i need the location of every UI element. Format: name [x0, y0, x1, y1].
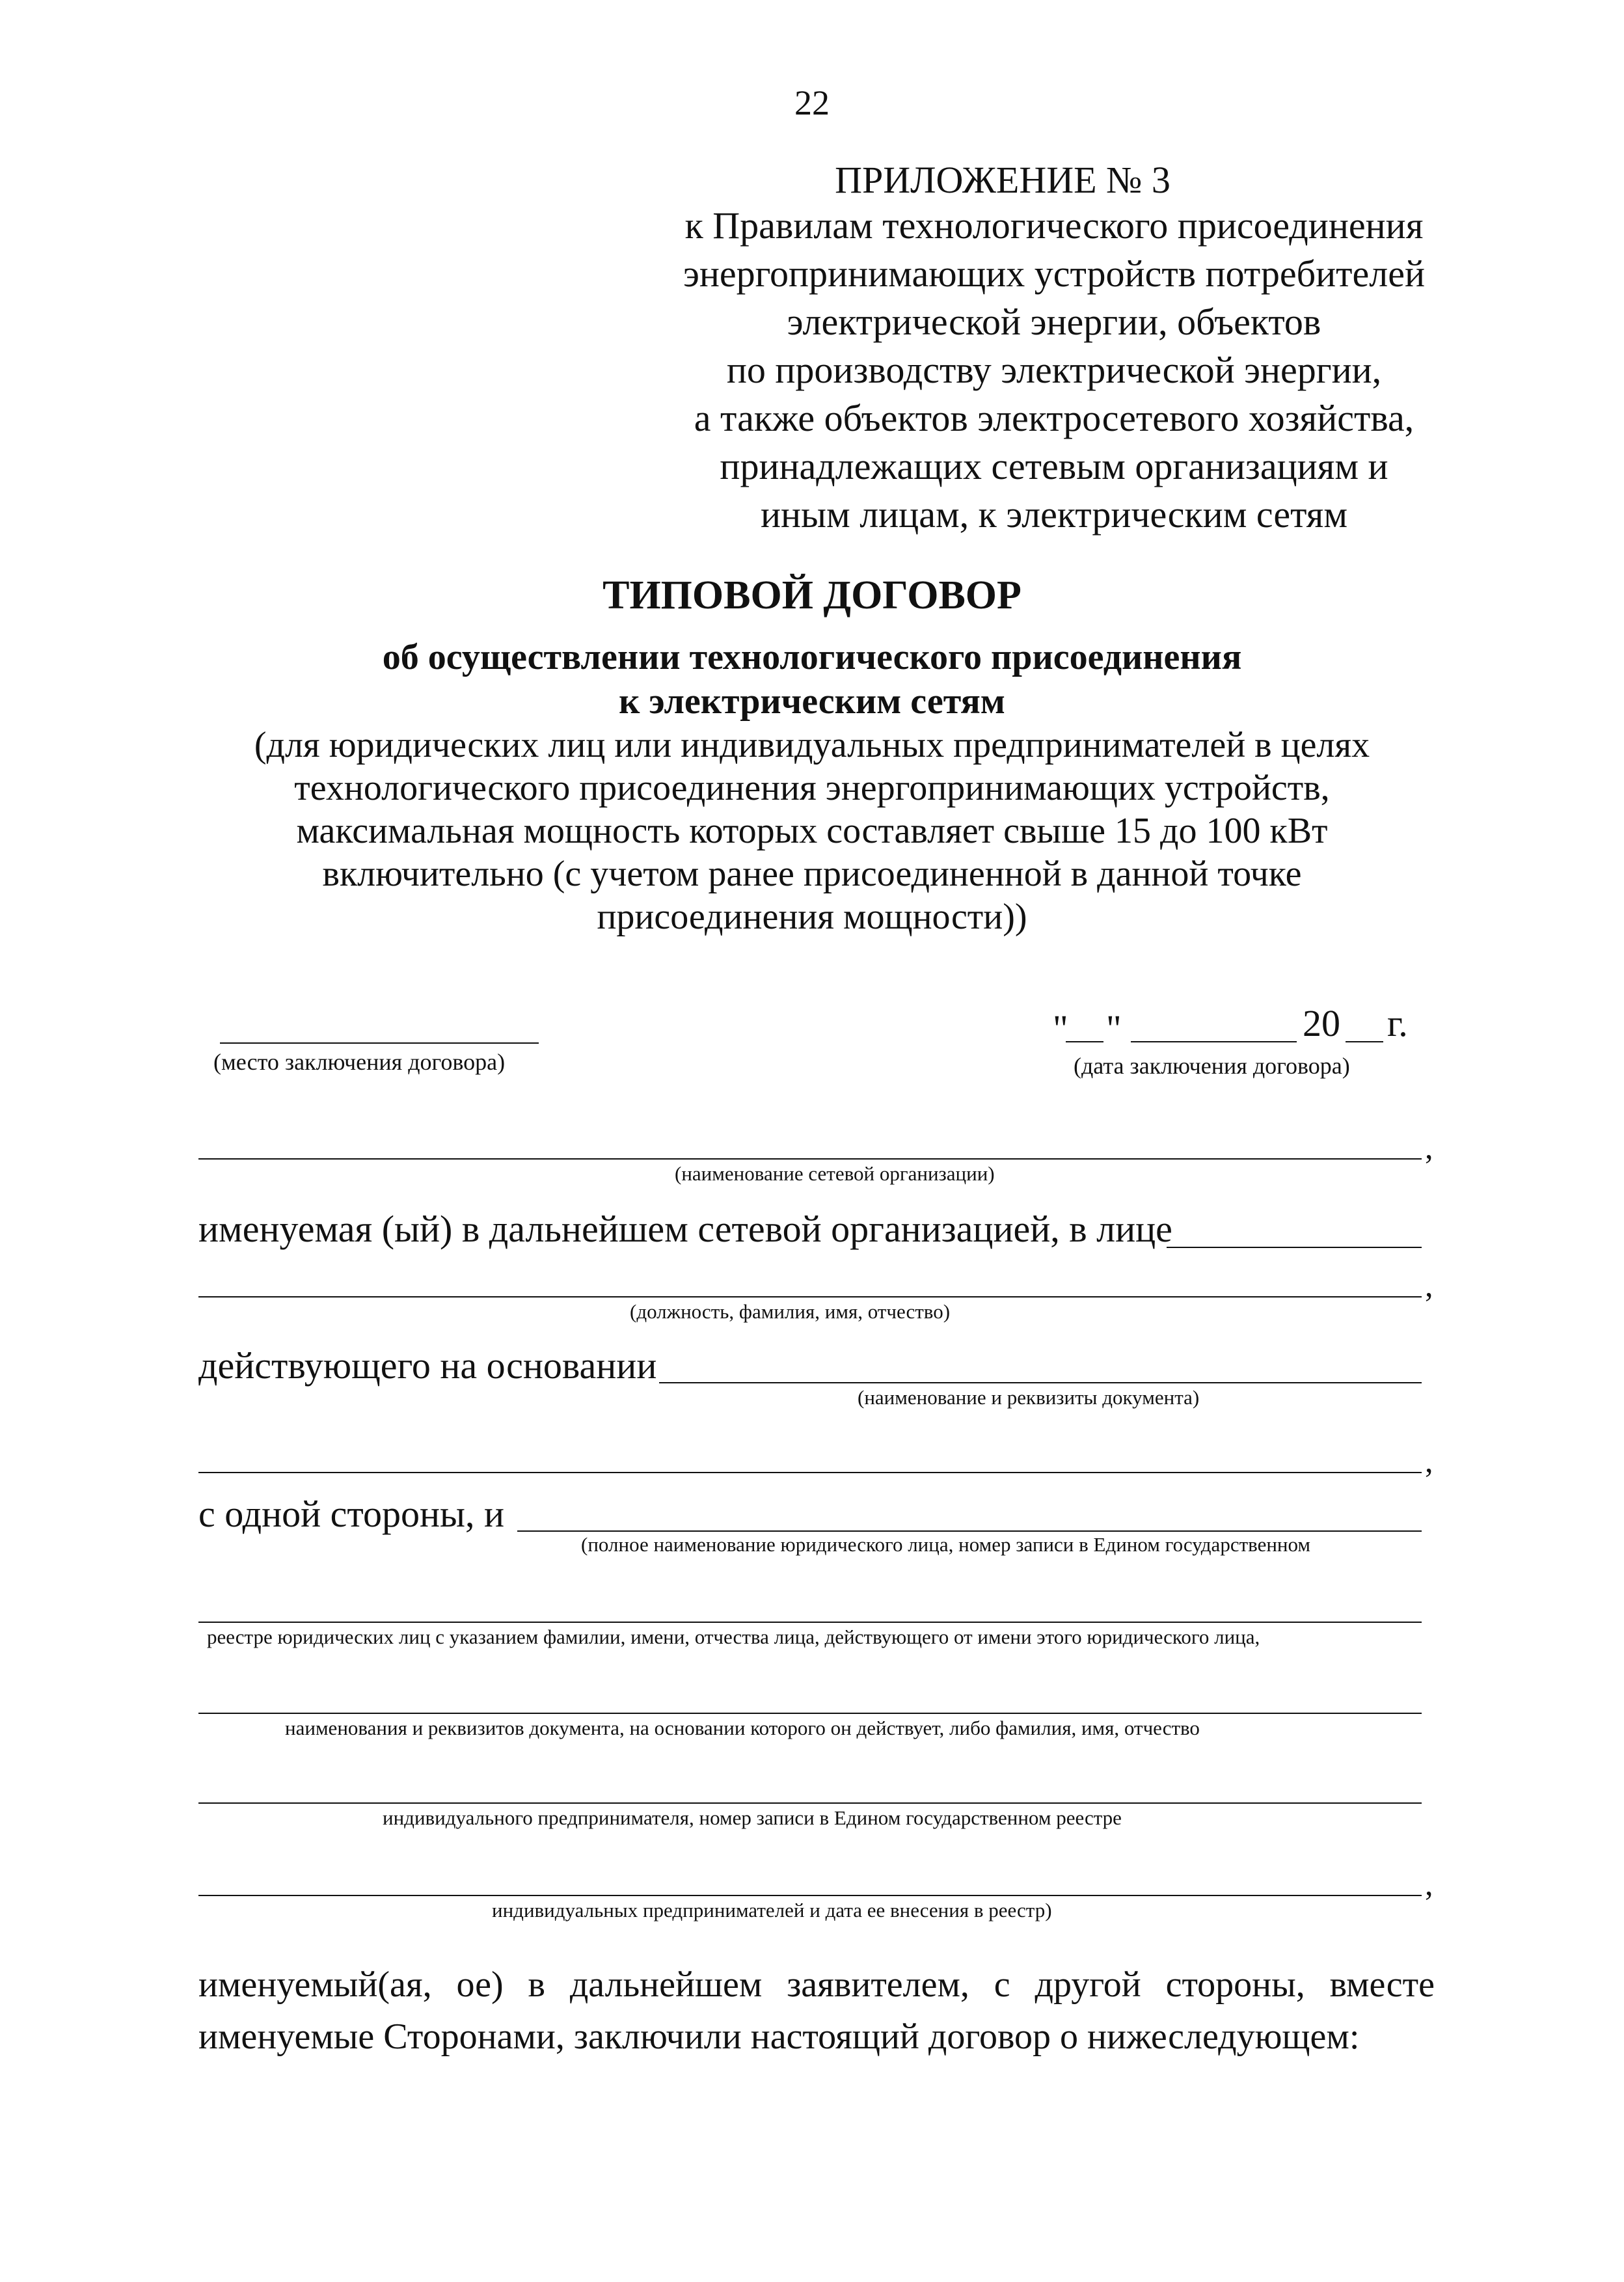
applicant-field-2[interactable] — [198, 1622, 1422, 1623]
acting-basis-label: действующего на основании — [198, 1344, 657, 1387]
comma: , — [1425, 1267, 1433, 1303]
applicant-caption: наименования и реквизитов документа, на основании которого он действует, либо фамилия, имя, отчество — [285, 1717, 1200, 1739]
applicant-caption: индивидуального предпринимателя, номер записи в Едином государственном реестре — [383, 1806, 1122, 1829]
appendix-line: по производству электрической энергии, — [726, 349, 1382, 391]
appendix-line: принадлежащих сетевым организациям и — [720, 445, 1388, 487]
one-side-label: с одной стороны, и — [198, 1493, 505, 1535]
scope-line: максимальная мощность которых составляет свыше 15 до 100 кВт — [296, 811, 1328, 851]
comma: , — [1425, 1443, 1433, 1479]
document-caption: (наименование и реквизиты документа) — [858, 1386, 1200, 1409]
appendix-line: иным лицам, к электрическим сетям — [760, 493, 1348, 536]
subtitle-line: к электрическим сетям — [619, 681, 1005, 722]
network-org-caption: (наименование сетевой организации) — [675, 1162, 995, 1185]
scope-line: присоединения мощности)) — [597, 897, 1027, 937]
date-open-quote: " — [1053, 1007, 1068, 1050]
basis-document-field[interactable] — [659, 1382, 1422, 1383]
appendix-line: а также объектов электросетевого хозяйства, — [694, 397, 1414, 439]
date-month-field[interactable] — [1131, 1041, 1297, 1042]
applicant-caption: (полное наименование юридического лица, номер записи в Едином государственном — [581, 1533, 1311, 1556]
applicant-caption: реестре юридических лиц с указанием фамилии, имени, отчества лица, действующего от имени этого юридического лица, — [207, 1625, 1260, 1648]
closing-line-2: именуемые Сторонами, заключили настоящий договор о нижеследующем: — [198, 2017, 1360, 2057]
closing-word: в — [528, 1964, 545, 2005]
date-day-field[interactable] — [1066, 1041, 1103, 1042]
scope-line: включительно (с учетом ранее присоединенной в данной точке — [322, 854, 1302, 894]
applicant-field-1[interactable] — [517, 1530, 1422, 1532]
date-year-field[interactable] — [1346, 1041, 1383, 1042]
closing-word: именуемый(ая, — [198, 1964, 432, 2005]
applicant-caption: индивидуальных предпринимателей и дата ее внесения в реестр) — [492, 1899, 1052, 1922]
scope-line: технологического присоединения энергопринимающих устройств, — [294, 768, 1330, 808]
appendix-line: к Правилам технологического присоединения — [684, 204, 1424, 247]
date-year-suffix: г. — [1387, 1002, 1408, 1044]
comma: , — [1425, 1129, 1433, 1165]
applicant-field-5[interactable] — [198, 1895, 1422, 1896]
comma: , — [1425, 1866, 1433, 1902]
closing-word: с — [994, 1964, 1010, 2005]
closing-word: дальнейшем — [569, 1964, 763, 2005]
date-caption: (дата заключения договора) — [1074, 1053, 1350, 1079]
appendix-line: энергопринимающих устройств потребителей — [683, 252, 1425, 295]
closing-word: стороны, — [1165, 1964, 1305, 2005]
scope-line: (для юридических лиц или индивидуальных предпринимателей в целях — [254, 725, 1370, 765]
appendix-title: ПРИЛОЖЕНИЕ № 3 — [835, 159, 1171, 201]
network-org-field[interactable] — [198, 1158, 1422, 1160]
document-scope — [0, 724, 1624, 938]
date-close-quote: " — [1106, 1007, 1122, 1050]
closing-paragraph — [198, 1959, 1435, 2063]
person-caption: (должность, фамилия, имя, отчество) — [630, 1300, 951, 1323]
document-subtitle — [0, 635, 1624, 724]
person-field[interactable] — [198, 1296, 1422, 1297]
closing-word: заявителем, — [787, 1964, 969, 2005]
date-year-prefix: 20 — [1303, 1002, 1340, 1044]
document-title: ТИПОВОЙ ДОГОВОР — [602, 573, 1022, 618]
closing-word: другой — [1035, 1964, 1141, 2005]
representative-field[interactable] — [1167, 1247, 1422, 1248]
applicant-field-4[interactable] — [198, 1802, 1422, 1804]
place-field[interactable] — [220, 1042, 539, 1044]
closing-word: вместе — [1329, 1964, 1435, 2005]
place-caption: (место заключения договора) — [213, 1049, 506, 1075]
named-as-network-org: именуемая (ый) в дальнейшем сетевой организацией, в лице — [198, 1208, 1172, 1250]
closing-word: ое) — [456, 1964, 504, 2005]
appendix-line: электрической энергии, объектов — [787, 301, 1321, 343]
applicant-field-3[interactable] — [198, 1713, 1422, 1714]
closing-line-1 — [198, 1959, 1435, 2011]
basis-document-field-continued[interactable] — [198, 1472, 1422, 1473]
subtitle-line: об осуществлении технологического присоединения — [382, 637, 1242, 677]
page-number: 22 — [794, 83, 830, 122]
appendix-reference — [670, 202, 1438, 539]
